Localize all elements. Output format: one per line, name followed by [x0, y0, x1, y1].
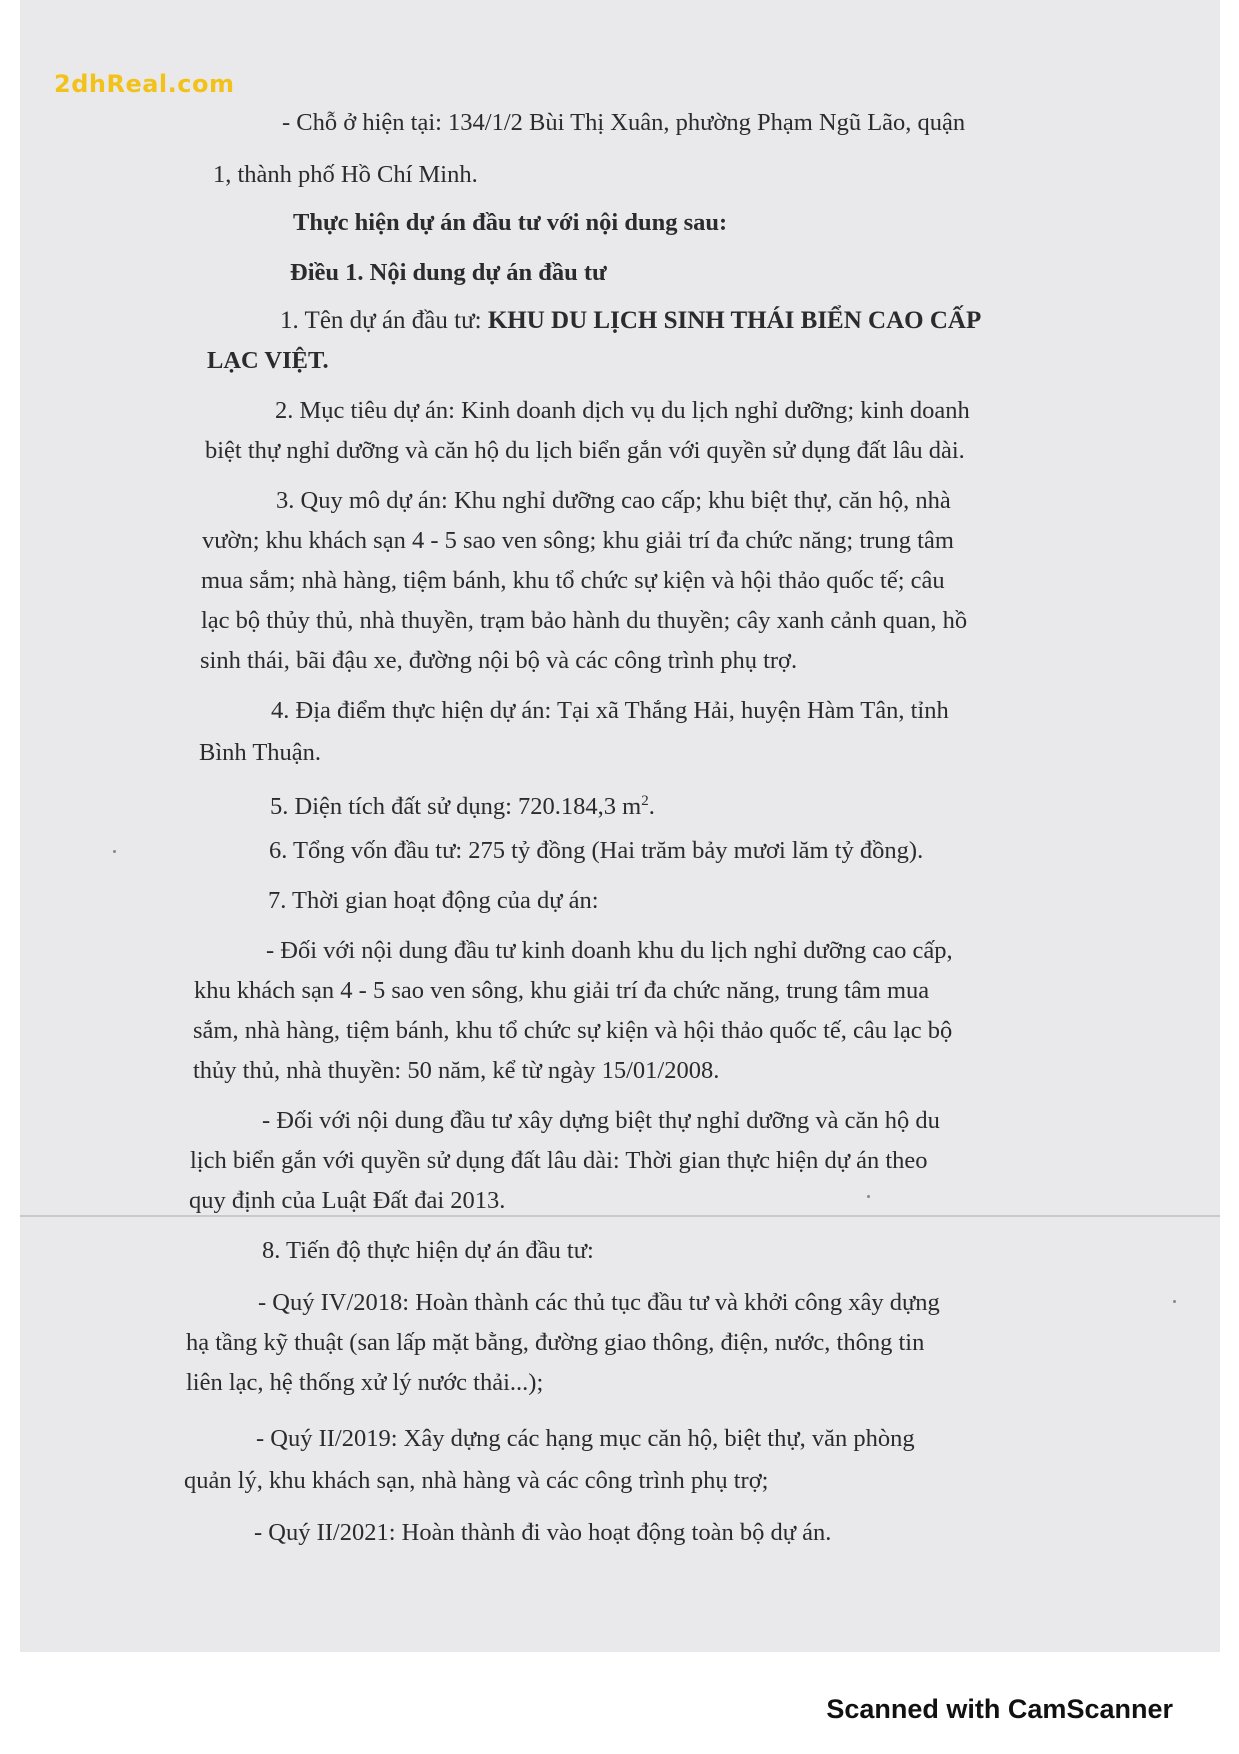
item-5-end: . [648, 793, 655, 821]
item-7b-line-3: quy định của Luật Đất đai 2013. [189, 1187, 506, 1214]
item-8-q4-2018-line-2: hạ tầng kỹ thuật (san lấp mặt bằng, đường giao thông, điện, nước, thông tin [186, 1329, 925, 1356]
item-2-line-2: biệt thự nghỉ dưỡng và căn hộ du lịch biển gắn với quyền sử dụng đất lâu dài. [205, 437, 965, 464]
item-7a-line-4: thủy thủ, nhà thuyền: 50 năm, kể từ ngày 15/01/2008. [193, 1057, 720, 1084]
address-line-2: 1, thành phố Hồ Chí Minh. [213, 161, 478, 188]
item-3-line-2: vườn; khu khách sạn 4 - 5 sao ven sông; khu giải trí đa chức năng; trung tâm [202, 527, 954, 554]
specks [867, 1195, 870, 1198]
project-name-part-1: KHU DU LỊCH SINH THÁI BIỂN CAO CẤP [487, 307, 982, 334]
item-7a-line-2: khu khách sạn 4 - 5 sao ven sông, khu giải trí đa chức năng, trung tâm mua [194, 977, 930, 1004]
specks [113, 850, 116, 853]
item-1-prefix: 1. Tên dự án đầu tư: [280, 307, 488, 334]
item-7a-line-1: - Đối với nội dung đầu tư kinh doanh khu du lịch nghỉ dưỡng cao cấp, [266, 937, 953, 964]
item-5 [270, 786, 655, 822]
scanned-page [20, 0, 1220, 1652]
item-3-line-5: sinh thái, bãi đậu xe, đường nội bộ và các công trình phụ trợ. [200, 647, 798, 674]
item-6: 6. Tổng vốn đầu tư: 275 tỷ đồng (Hai trăm bảy mươi lăm tỷ đồng). [269, 837, 924, 864]
item-3-line-3: mua sắm; nhà hàng, tiệm bánh, khu tổ chức sự kiện và hội thảo quốc tế; câu [201, 567, 945, 594]
project-name-part-2: LẠC VIỆT. [207, 347, 329, 374]
item-3-line-4: lạc bộ thủy thủ, nhà thuyền, trạm bảo hành du thuyền; cây xanh cảnh quan, hồ [201, 607, 968, 634]
article-1-title: Điều 1. Nội dung dự án đầu tư [290, 259, 607, 286]
item-4-line-2: Bình Thuận. [199, 739, 322, 766]
item-4-line-1: 4. Địa điểm thực hiện dự án: Tại xã Thắng Hải, huyện Hàm Tân, tỉnh [271, 697, 949, 724]
camscanner-caption: Scanned with CamScanner [826, 1694, 1173, 1724]
item-1-line-1 [280, 306, 981, 336]
item-8-q2-2021: - Quý II/2021: Hoàn thành đi vào hoạt động toàn bộ dự án. [254, 1519, 832, 1546]
item-8-title: 8. Tiến độ thực hiện dự án đầu tư: [262, 1237, 594, 1264]
specks [1173, 1300, 1176, 1303]
item-7a-line-3: sắm, nhà hàng, tiệm bánh, khu tổ chức sự kiện và hội thảo quốc tế, câu lạc bộ [193, 1017, 953, 1044]
item-7b-line-1: - Đối với nội dung đầu tư xây dựng biệt thự nghỉ dưỡng và căn hộ du [262, 1107, 940, 1134]
item-3-line-1: 3. Quy mô dự án: Khu nghỉ dưỡng cao cấp; khu biệt thự, căn hộ, nhà [276, 487, 951, 514]
item-2-line-1: 2. Mục tiêu dự án: Kinh doanh dịch vụ du lịch nghỉ dưỡng; kinh doanh [275, 397, 970, 424]
item-8-q2-2019-line-2: quản lý, khu khách sạn, nhà hàng và các công trình phụ trợ; [184, 1467, 769, 1494]
item-7-title: 7. Thời gian hoạt động của dự án: [268, 887, 599, 914]
item-7b-line-2: lịch biển gắn với quyền sử dụng đất lâu dài: Thời gian thực hiện dự án theo [190, 1147, 928, 1174]
item-5-text: 5. Diện tích đất sử dụng: 720.184,3 m [270, 793, 642, 821]
item-5-superscript: 2 [641, 793, 649, 809]
watermark-logo: 2dhReal.com [54, 70, 235, 98]
item-8-q4-2018-line-1: - Quý IV/2018: Hoàn thành các thủ tục đầu tư và khởi công xây dựng [258, 1289, 940, 1316]
item-8-q4-2018-line-3: liên lạc, hệ thống xử lý nước thải...); [186, 1369, 544, 1396]
address-line-1: - Chỗ ở hiện tại: 134/1/2 Bùi Thị Xuân, phường Phạm Ngũ Lão, quận [282, 109, 966, 136]
item-8-q2-2019-line-1: - Quý II/2019: Xây dựng các hạng mục căn hộ, biệt thự, văn phòng [256, 1425, 915, 1452]
intro-heading: Thực hiện dự án đầu tư với nội dung sau: [293, 209, 728, 236]
